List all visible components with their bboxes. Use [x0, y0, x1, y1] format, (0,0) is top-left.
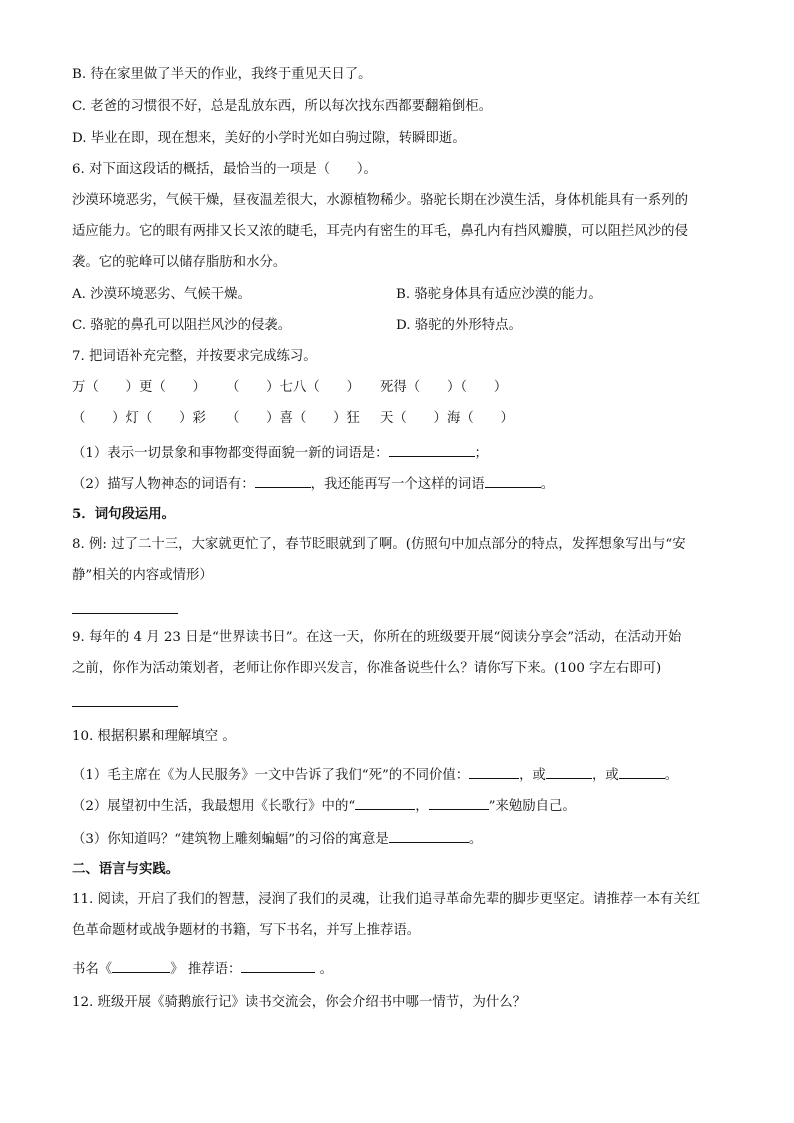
q7-question: 7. 把词语补充完整，并按要求完成练习。: [72, 349, 317, 364]
q10-2-text-b: ，: [415, 799, 429, 814]
q6-option-d: D. 骆驼的外形特点。: [396, 318, 522, 333]
answer-blank[interactable]: [619, 764, 665, 779]
q7-sub2-text-a: （2）描写人物神态的词语有：: [72, 477, 255, 492]
answer-blank[interactable]: [469, 764, 519, 779]
answer-blank[interactable]: [112, 958, 170, 973]
q10-3-text-b: 。: [468, 832, 483, 847]
answer-blank[interactable]: [241, 958, 315, 973]
q5-option-d: D. 毕业在即，现在想来，美好的小学时光如白驹过隙，转瞬即逝。: [72, 131, 466, 146]
q7-word-4: （ ）灯（ ）彩: [72, 411, 206, 426]
q8-line-2: 静”相关的内容或情形）: [72, 568, 213, 583]
q8-line-1: 8. 例: 过了二十三，大家就更忙了，春节眨眼就到了啊。(仿照句中加点部分的特点，发挥想象写出与“安: [72, 537, 686, 552]
q7-sub2-end: 。: [540, 477, 555, 492]
q7-word-6: 天（ ）海（ ）: [380, 411, 514, 426]
q11-line-1: 11. 阅读，开启了我们的智慧，浸润了我们的灵魂，让我们追寻革命先辈的脚步更坚定。请推荐一本有关红: [72, 892, 701, 907]
q7-word-1: 万（ ）更（ ）: [72, 380, 206, 395]
answer-blank[interactable]: [429, 795, 489, 810]
q10-question: 10. 根据积累和理解填空 。: [72, 729, 236, 744]
q11-book-text-a: 书名《: [72, 962, 113, 977]
q7-sub-question-2: [72, 473, 554, 494]
answer-blank[interactable]: [389, 828, 469, 843]
q6-passage-line-2: 适应能力。它的眼有两排又长又浓的睫毛，耳壳内有密生的耳毛，鼻孔内有挡风瓣膜，可以阻拦风沙的侵: [72, 224, 688, 239]
q12-question: 12. 班级开展《骑鹅旅行记》读书交流会，你会介绍书中哪一情节，为什么？: [72, 995, 527, 1010]
q6-option-a: A. 沙漠环境恶劣、气候干燥。: [72, 287, 251, 302]
q10-1-text-c: ，或: [591, 768, 619, 783]
q10-1-text-a: （1）毛主席在《为人民服务》一文中告诉了我们“死”的不同价值：: [72, 768, 470, 783]
answer-blank[interactable]: [255, 473, 311, 488]
q6-option-c: C. 骆驼的鼻孔可以阻拦风沙的侵袭。: [72, 318, 292, 333]
q10-3-text-a: （3）你知道吗？“建筑物上雕刻蝙蝠”的习俗的寓意是: [72, 832, 389, 847]
q7-word-5: （ ）喜（ ）狂: [226, 411, 360, 426]
answer-blank[interactable]: [389, 442, 475, 457]
q10-1-text-b: ，或: [519, 768, 546, 783]
q10-sub-3: [72, 828, 482, 849]
answer-blank[interactable]: [546, 764, 592, 779]
q7-word-3: 死得（ ）（ ）: [380, 380, 508, 395]
q10-sub-2: [72, 795, 576, 816]
answer-blank[interactable]: [485, 473, 541, 488]
q11-line-2: 色革命题材或战争题材的书籍，写下书名，并写上推荐语。: [72, 923, 421, 938]
q5-option-b: B. 待在家里做了半天的作业，我终于重见天日了。: [72, 67, 372, 82]
q7-sub2-text-b: ，我还能再写一个这样的词语: [310, 477, 485, 492]
q6-option-b: B. 骆驼身体具有适应沙漠的能力。: [396, 287, 602, 302]
q7-word-2: （ ）七八（ ）: [226, 380, 360, 395]
q7-sub1-text: （1）表示一切景象和事物都变得面貌一新的词语是：: [72, 446, 389, 461]
q8-answer-line[interactable]: [72, 613, 178, 614]
q9-line-2: 之前，你作为活动策划者，老师让你作即兴发言，你准备说些什么？请你写下来。(100 字左右即可): [72, 661, 662, 676]
q10-2-text-c: ”来勉励自己。: [488, 799, 576, 814]
section-5-title: 5．词句段运用。: [72, 506, 176, 522]
q6-options-row-1: [72, 286, 251, 304]
q7-sub1-end: ；: [474, 446, 488, 461]
q10-1-text-d: 。: [664, 768, 679, 783]
q9-line-1: 9. 每年的 4 月 23 日是“世界读书日”。在这一天，你所在的班级要开展“阅读分享会”活动，在活动开始: [72, 630, 682, 645]
q7-sub-question-1: [72, 442, 488, 463]
q6-passage-line-3: 袭。它的驼峰可以储存脂肪和水分。: [72, 255, 287, 270]
section-2-title: 二、语言与实践。: [72, 861, 180, 877]
q10-2-text-a: （2）展望初中生活，我最想用《长歌行》中的“: [72, 799, 356, 814]
answer-blank[interactable]: [355, 795, 415, 810]
q11-book-text-b: 》 推荐语：: [170, 962, 242, 977]
q10-sub-1: [72, 764, 678, 785]
q11-book-line: [72, 958, 333, 979]
q11-book-text-c: 。: [315, 962, 334, 977]
q5-option-c: C. 老爸的习惯很不好，总是乱放东西，所以每次找东西都要翻箱倒柜。: [72, 99, 492, 114]
q6-question: 6. 对下面这段话的概括，最恰当的一项是（ ）。: [72, 162, 377, 177]
q9-answer-line[interactable]: [72, 706, 178, 707]
q6-passage-line-1: 沙漠环境恶劣，气候干燥，昼夜温差很大，水源植物稀少。骆驼长期在沙漠生活，身体机能具有一系列的: [72, 193, 688, 208]
